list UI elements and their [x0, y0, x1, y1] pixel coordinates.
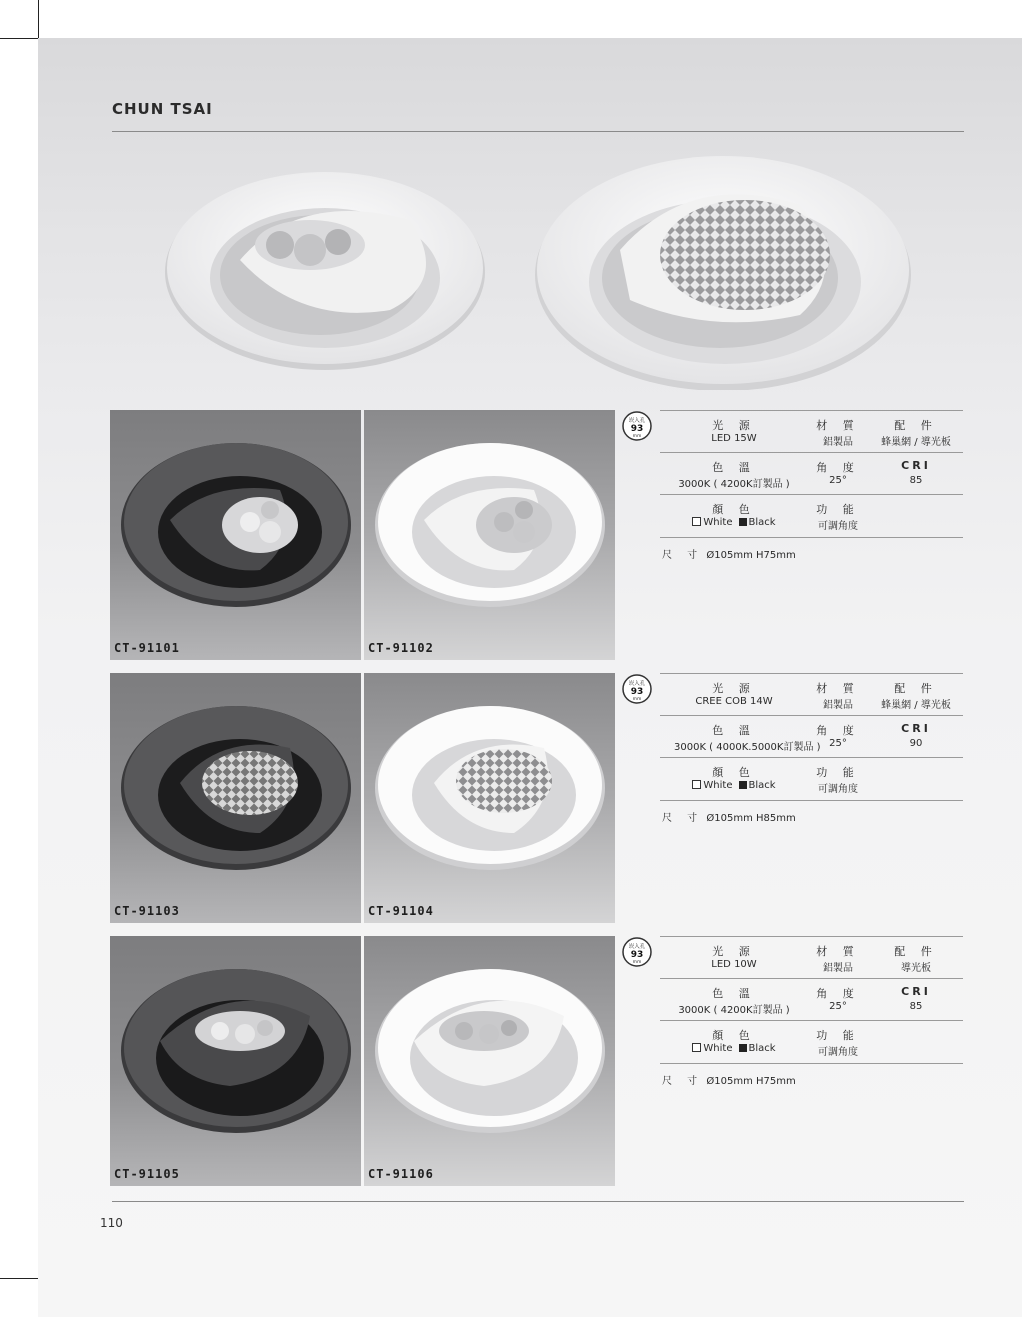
crop-mark: [0, 1278, 38, 1279]
hero-product-image: [150, 150, 930, 390]
product-code: CT-91104: [368, 904, 434, 918]
label-color-temp: 色 溫: [712, 987, 756, 1000]
label-material: 材 質: [816, 419, 860, 432]
label-color-temp: 色 溫: [712, 461, 756, 474]
value-color: [674, 1043, 794, 1054]
product-photo-white: [364, 673, 615, 923]
value-source: CREE COB 14W: [695, 696, 773, 707]
product-photo-black: [110, 410, 361, 660]
label-cri: CRI: [901, 722, 931, 735]
label-angle: 角 度: [816, 724, 860, 737]
value-angle: 25°: [829, 738, 847, 749]
label-source: 光 源: [712, 945, 756, 958]
footer-rule: [112, 1201, 964, 1202]
value-source: LED 15W: [711, 433, 757, 444]
value-function: 可調角度: [818, 784, 858, 795]
badge-label: 崁入孔: [628, 681, 646, 687]
header-rule: [112, 131, 964, 132]
cutout-badge-icon: [621, 673, 653, 705]
label-color-temp: 色 溫: [712, 724, 756, 737]
label-color: 顏 色: [712, 1029, 756, 1042]
label-material: 材 質: [816, 945, 860, 958]
white-swatch-icon: [692, 1043, 701, 1052]
label-material: 材 質: [816, 682, 860, 695]
value-color-temp: 3000K ( 4200K訂製品 ): [678, 479, 790, 490]
value-cri: 85: [909, 475, 923, 486]
label-function: 功 能: [816, 1029, 860, 1042]
label-source: 光 源: [712, 682, 756, 695]
value-color-temp: 3000K ( 4200K訂製品 ): [678, 1005, 790, 1016]
label-size: 尺 寸: [662, 550, 704, 561]
color-black: Black: [748, 780, 776, 791]
crop-mark: [0, 38, 38, 39]
white-swatch-icon: [692, 517, 701, 526]
black-swatch-icon: [739, 781, 747, 789]
label-angle: 角 度: [816, 461, 860, 474]
product-code: CT-91101: [114, 641, 180, 655]
value-accessory: 蜂巢網 / 導光板: [881, 700, 951, 711]
label-size: 尺 寸: [662, 813, 704, 824]
product-photo-black: [110, 673, 361, 923]
value-cri: 85: [909, 1001, 923, 1012]
label-accessory: 配 件: [894, 419, 938, 432]
value-accessory: 蜂巢網 / 導光板: [881, 437, 951, 448]
label-function: 功 能: [816, 766, 860, 779]
white-swatch-icon: [692, 780, 701, 789]
badge-unit: mm: [632, 434, 642, 439]
black-swatch-icon: [739, 1044, 747, 1052]
color-black: Black: [748, 517, 776, 528]
color-white: White: [703, 1043, 733, 1054]
label-function: 功 能: [816, 503, 860, 516]
product-code: CT-91102: [368, 641, 434, 655]
label-cri: CRI: [901, 985, 931, 998]
value-size: Ø105mm H75mm: [706, 1076, 796, 1087]
label-cri: CRI: [901, 459, 931, 472]
value-size: Ø105mm H85mm: [706, 813, 796, 824]
product-photo-black: [110, 936, 361, 1186]
color-white: White: [703, 780, 733, 791]
value-material: 鋁製品: [823, 700, 853, 711]
label-accessory: 配 件: [894, 682, 938, 695]
color-black: Black: [748, 1043, 776, 1054]
badge-label: 崁入孔: [628, 418, 646, 424]
value-material: 鋁製品: [823, 437, 853, 448]
value-function: 可調角度: [818, 521, 858, 532]
page-number: 110: [100, 1216, 123, 1230]
value-angle: 25°: [829, 1001, 847, 1012]
badge-value: 93: [630, 424, 644, 434]
badge-value: 93: [630, 950, 644, 960]
value-color: [674, 780, 794, 791]
badge-unit: mm: [632, 697, 642, 702]
product-code: CT-91106: [368, 1167, 434, 1181]
black-swatch-icon: [739, 518, 747, 526]
label-color: 顏 色: [712, 766, 756, 779]
size-line: [662, 1072, 796, 1087]
badge-value: 93: [630, 687, 644, 697]
size-line: [662, 546, 796, 561]
value-function: 可調角度: [818, 1047, 858, 1058]
product-code: CT-91105: [114, 1167, 180, 1181]
badge-label: 崁入孔: [628, 944, 646, 950]
value-color: [674, 517, 794, 528]
label-source: 光 源: [712, 419, 756, 432]
color-white: White: [703, 517, 733, 528]
cutout-badge-icon: [621, 936, 653, 968]
value-source: LED 10W: [711, 959, 757, 970]
brand-logo: CHUN TSAI: [112, 100, 213, 118]
size-line: [662, 809, 796, 824]
badge-unit: mm: [632, 960, 642, 965]
value-color-temp: 3000K ( 4000K.5000K訂製品 ): [674, 742, 821, 753]
product-photo-white: [364, 936, 615, 1186]
cutout-badge-icon: [621, 410, 653, 442]
value-accessory: 導光板: [901, 963, 931, 974]
product-photo-white: [364, 410, 615, 660]
label-accessory: 配 件: [894, 945, 938, 958]
label-color: 顏 色: [712, 503, 756, 516]
value-cri: 90: [909, 738, 923, 749]
label-size: 尺 寸: [662, 1076, 704, 1087]
label-angle: 角 度: [816, 987, 860, 1000]
value-material: 鋁製品: [823, 963, 853, 974]
crop-mark: [38, 0, 39, 38]
value-angle: 25°: [829, 475, 847, 486]
product-code: CT-91103: [114, 904, 180, 918]
value-size: Ø105mm H75mm: [706, 550, 796, 561]
